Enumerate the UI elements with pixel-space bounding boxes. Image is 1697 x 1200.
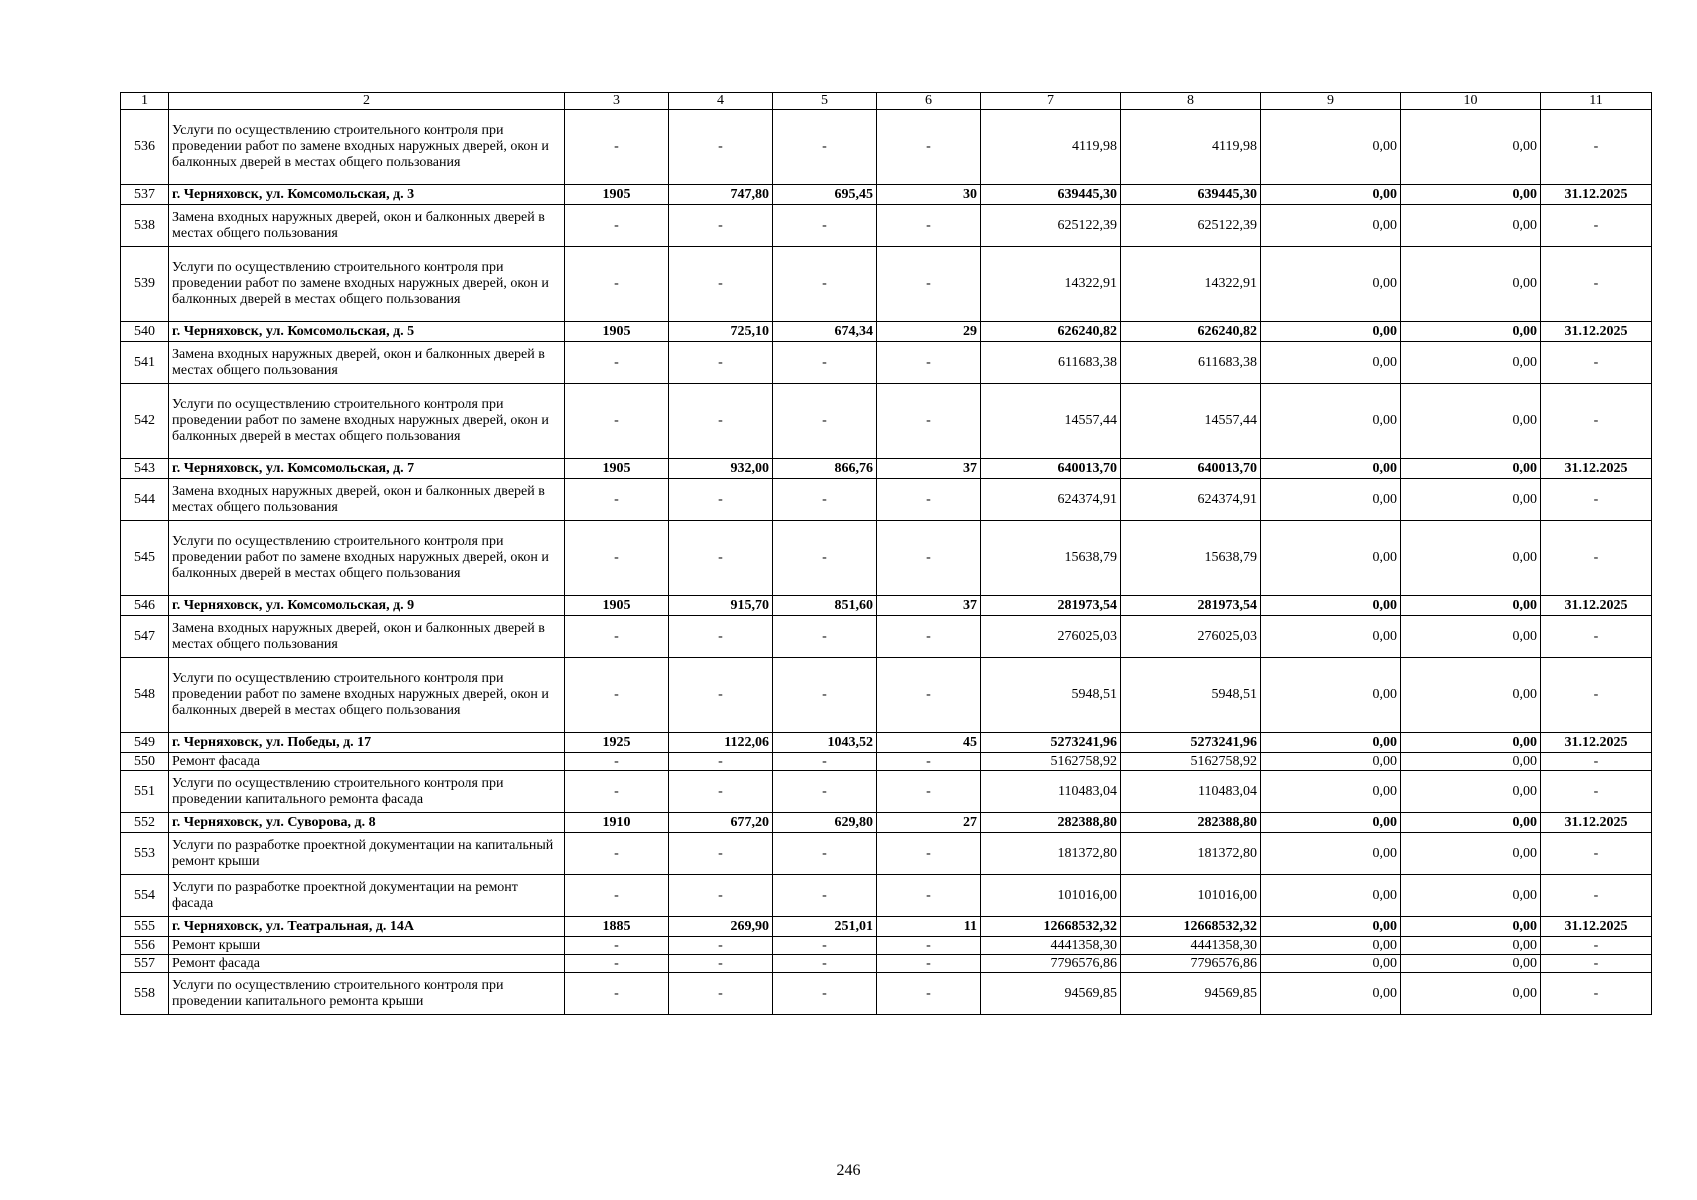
- description-cell: Услуги по осуществлению строительного контроля при проведении работ по замене входных наружных дверей, окон и балконных дверей в местах общего пользования: [169, 110, 565, 185]
- cost-other-cell: 0,00: [1401, 205, 1541, 247]
- completion-date-cell: 31.12.2025: [1541, 596, 1652, 616]
- description-cell: Замена входных наружных дверей, окон и балконных дверей в местах общего пользования: [169, 616, 565, 658]
- living-area-cell: 251,01: [773, 917, 877, 937]
- total-cost-cell: 101016,00: [981, 875, 1121, 917]
- total-cost-cell: 12668532,32: [981, 917, 1121, 937]
- description-cell: Замена входных наружных дверей, окон и балконных дверей в местах общего пользования: [169, 205, 565, 247]
- living-area-cell: -: [773, 521, 877, 596]
- description-cell: Услуги по осуществлению строительного контроля при проведении работ по замене входных наружных дверей, окон и балконных дверей в местах общего пользования: [169, 247, 565, 322]
- living-area-cell: -: [773, 384, 877, 459]
- cost-budget-cell: 0,00: [1261, 384, 1401, 459]
- living-area-cell: 851,60: [773, 596, 877, 616]
- total-cost-cell: 282388,80: [981, 813, 1121, 833]
- year-built-cell: -: [565, 616, 669, 658]
- page-number: 246: [836, 1162, 861, 1179]
- row-number-cell: 544: [121, 479, 169, 521]
- column-number-cell: 9: [1261, 93, 1401, 110]
- residents-cell: -: [877, 247, 981, 322]
- living-area-cell: -: [773, 771, 877, 813]
- residents-cell: 27: [877, 813, 981, 833]
- total-cost-cell: 15638,79: [981, 521, 1121, 596]
- row-number-cell: 538: [121, 205, 169, 247]
- living-area-cell: 695,45: [773, 185, 877, 205]
- cost-budget-cell: 0,00: [1261, 771, 1401, 813]
- year-built-cell: -: [565, 833, 669, 875]
- column-number-cell: 8: [1121, 93, 1261, 110]
- cost-other-cell: 0,00: [1401, 937, 1541, 955]
- residents-cell: -: [877, 875, 981, 917]
- cost-fund-cell: 4441358,30: [1121, 937, 1261, 955]
- living-area-cell: -: [773, 110, 877, 185]
- cost-other-cell: 0,00: [1401, 247, 1541, 322]
- completion-date-cell: -: [1541, 342, 1652, 384]
- cost-budget-cell: 0,00: [1261, 658, 1401, 733]
- total-area-cell: 1122,06: [669, 733, 773, 753]
- row-number-cell: 549: [121, 733, 169, 753]
- address-row: [121, 322, 1652, 342]
- cost-fund-cell: 5162758,92: [1121, 753, 1261, 771]
- year-built-cell: -: [565, 973, 669, 1015]
- completion-date-cell: -: [1541, 616, 1652, 658]
- cost-fund-cell: 7796576,86: [1121, 955, 1261, 973]
- row-number-cell: 536: [121, 110, 169, 185]
- total-area-cell: -: [669, 110, 773, 185]
- residents-cell: -: [877, 479, 981, 521]
- residents-cell: -: [877, 384, 981, 459]
- cost-fund-cell: 625122,39: [1121, 205, 1261, 247]
- living-area-cell: -: [773, 753, 877, 771]
- work-row: [121, 384, 1652, 459]
- completion-date-cell: -: [1541, 247, 1652, 322]
- cost-other-cell: 0,00: [1401, 479, 1541, 521]
- work-row: [121, 342, 1652, 384]
- completion-date-cell: 31.12.2025: [1541, 322, 1652, 342]
- living-area-cell: -: [773, 955, 877, 973]
- year-built-cell: 1905: [565, 322, 669, 342]
- completion-date-cell: -: [1541, 384, 1652, 459]
- residents-cell: -: [877, 205, 981, 247]
- year-built-cell: -: [565, 521, 669, 596]
- total-area-cell: -: [669, 973, 773, 1015]
- column-number-row: [121, 93, 1652, 110]
- cost-fund-cell: 94569,85: [1121, 973, 1261, 1015]
- living-area-cell: 674,34: [773, 322, 877, 342]
- cost-budget-cell: 0,00: [1261, 342, 1401, 384]
- cost-budget-cell: 0,00: [1261, 955, 1401, 973]
- year-built-cell: -: [565, 110, 669, 185]
- capital-repair-table: [120, 92, 1652, 1015]
- living-area-cell: -: [773, 973, 877, 1015]
- work-row: [121, 110, 1652, 185]
- residents-cell: -: [877, 973, 981, 1015]
- description-cell: Замена входных наружных дверей, окон и балконных дверей в местах общего пользования: [169, 342, 565, 384]
- cost-other-cell: 0,00: [1401, 771, 1541, 813]
- total-area-cell: -: [669, 479, 773, 521]
- cost-other-cell: 0,00: [1401, 616, 1541, 658]
- row-number-cell: 553: [121, 833, 169, 875]
- residents-cell: 37: [877, 459, 981, 479]
- description-cell: г. Черняховск, ул. Театральная, д. 14А: [169, 917, 565, 937]
- row-number-cell: 545: [121, 521, 169, 596]
- total-cost-cell: 5273241,96: [981, 733, 1121, 753]
- description-cell: Услуги по осуществлению строительного контроля при проведении работ по замене входных наружных дверей, окон и балконных дверей в местах общего пользования: [169, 658, 565, 733]
- residents-cell: -: [877, 658, 981, 733]
- cost-other-cell: 0,00: [1401, 658, 1541, 733]
- residents-cell: 45: [877, 733, 981, 753]
- description-cell: Ремонт фасада: [169, 955, 565, 973]
- year-built-cell: -: [565, 342, 669, 384]
- year-built-cell: -: [565, 753, 669, 771]
- year-built-cell: -: [565, 875, 669, 917]
- cost-budget-cell: 0,00: [1261, 937, 1401, 955]
- total-cost-cell: 110483,04: [981, 771, 1121, 813]
- cost-budget-cell: 0,00: [1261, 875, 1401, 917]
- total-cost-cell: 181372,80: [981, 833, 1121, 875]
- living-area-cell: -: [773, 875, 877, 917]
- description-cell: г. Черняховск, ул. Суворова, д. 8: [169, 813, 565, 833]
- year-built-cell: -: [565, 937, 669, 955]
- total-cost-cell: 624374,91: [981, 479, 1121, 521]
- row-number-cell: 554: [121, 875, 169, 917]
- row-number-cell: 557: [121, 955, 169, 973]
- cost-fund-cell: 639445,30: [1121, 185, 1261, 205]
- total-area-cell: -: [669, 384, 773, 459]
- cost-other-cell: 0,00: [1401, 342, 1541, 384]
- residents-cell: -: [877, 937, 981, 955]
- column-number-cell: 7: [981, 93, 1121, 110]
- living-area-cell: -: [773, 342, 877, 384]
- cost-other-cell: 0,00: [1401, 384, 1541, 459]
- year-built-cell: -: [565, 247, 669, 322]
- completion-date-cell: 31.12.2025: [1541, 813, 1652, 833]
- cost-other-cell: 0,00: [1401, 521, 1541, 596]
- description-cell: г. Черняховск, ул. Победы, д. 17: [169, 733, 565, 753]
- cost-budget-cell: 0,00: [1261, 917, 1401, 937]
- work-row: [121, 955, 1652, 973]
- completion-date-cell: -: [1541, 875, 1652, 917]
- row-number-cell: 555: [121, 917, 169, 937]
- total-cost-cell: 4119,98: [981, 110, 1121, 185]
- cost-budget-cell: 0,00: [1261, 813, 1401, 833]
- cost-budget-cell: 0,00: [1261, 459, 1401, 479]
- total-cost-cell: 5162758,92: [981, 753, 1121, 771]
- year-built-cell: -: [565, 658, 669, 733]
- cost-other-cell: 0,00: [1401, 955, 1541, 973]
- living-area-cell: -: [773, 937, 877, 955]
- description-cell: Ремонт фасада: [169, 753, 565, 771]
- column-number-cell: 10: [1401, 93, 1541, 110]
- description-cell: г. Черняховск, ул. Комсомольская, д. 5: [169, 322, 565, 342]
- completion-date-cell: -: [1541, 205, 1652, 247]
- total-cost-cell: 94569,85: [981, 973, 1121, 1015]
- total-area-cell: 725,10: [669, 322, 773, 342]
- year-built-cell: -: [565, 384, 669, 459]
- cost-fund-cell: 624374,91: [1121, 479, 1261, 521]
- total-area-cell: -: [669, 771, 773, 813]
- row-number-cell: 543: [121, 459, 169, 479]
- cost-fund-cell: 15638,79: [1121, 521, 1261, 596]
- completion-date-cell: -: [1541, 833, 1652, 875]
- cost-fund-cell: 5948,51: [1121, 658, 1261, 733]
- cost-fund-cell: 276025,03: [1121, 616, 1261, 658]
- cost-other-cell: 0,00: [1401, 596, 1541, 616]
- living-area-cell: -: [773, 616, 877, 658]
- cost-other-cell: 0,00: [1401, 875, 1541, 917]
- cost-other-cell: 0,00: [1401, 833, 1541, 875]
- cost-budget-cell: 0,00: [1261, 521, 1401, 596]
- address-row: [121, 733, 1652, 753]
- cost-other-cell: 0,00: [1401, 110, 1541, 185]
- cost-budget-cell: 0,00: [1261, 479, 1401, 521]
- living-area-cell: -: [773, 833, 877, 875]
- living-area-cell: -: [773, 658, 877, 733]
- address-row: [121, 813, 1652, 833]
- completion-date-cell: 31.12.2025: [1541, 917, 1652, 937]
- cost-budget-cell: 0,00: [1261, 833, 1401, 875]
- work-row: [121, 753, 1652, 771]
- total-cost-cell: 5948,51: [981, 658, 1121, 733]
- cost-other-cell: 0,00: [1401, 973, 1541, 1015]
- residents-cell: -: [877, 753, 981, 771]
- cost-fund-cell: 5273241,96: [1121, 733, 1261, 753]
- total-area-cell: 269,90: [669, 917, 773, 937]
- total-cost-cell: 14557,44: [981, 384, 1121, 459]
- description-cell: Услуги по разработке проектной документации на капитальный ремонт крыши: [169, 833, 565, 875]
- residents-cell: -: [877, 833, 981, 875]
- residents-cell: -: [877, 616, 981, 658]
- description-cell: Услуги по осуществлению строительного контроля при проведении капитального ремонта фасада: [169, 771, 565, 813]
- cost-fund-cell: 181372,80: [1121, 833, 1261, 875]
- total-area-cell: -: [669, 833, 773, 875]
- cost-other-cell: 0,00: [1401, 459, 1541, 479]
- address-row: [121, 185, 1652, 205]
- living-area-cell: -: [773, 205, 877, 247]
- residents-cell: -: [877, 955, 981, 973]
- work-row: [121, 833, 1652, 875]
- completion-date-cell: -: [1541, 955, 1652, 973]
- total-cost-cell: 276025,03: [981, 616, 1121, 658]
- total-area-cell: -: [669, 247, 773, 322]
- work-row: [121, 521, 1652, 596]
- cost-fund-cell: 12668532,32: [1121, 917, 1261, 937]
- description-cell: Услуги по осуществлению строительного контроля при проведении работ по замене входных наружных дверей, окон и балконных дверей в местах общего пользования: [169, 384, 565, 459]
- work-row: [121, 616, 1652, 658]
- row-number-cell: 540: [121, 322, 169, 342]
- living-area-cell: 629,80: [773, 813, 877, 833]
- work-row: [121, 937, 1652, 955]
- description-cell: Замена входных наружных дверей, окон и балконных дверей в местах общего пользования: [169, 479, 565, 521]
- cost-budget-cell: 0,00: [1261, 185, 1401, 205]
- total-cost-cell: 640013,70: [981, 459, 1121, 479]
- residents-cell: -: [877, 342, 981, 384]
- cost-other-cell: 0,00: [1401, 185, 1541, 205]
- work-row: [121, 973, 1652, 1015]
- cost-other-cell: 0,00: [1401, 322, 1541, 342]
- description-cell: г. Черняховск, ул. Комсомольская, д. 9: [169, 596, 565, 616]
- completion-date-cell: -: [1541, 110, 1652, 185]
- column-number-cell: 6: [877, 93, 981, 110]
- cost-budget-cell: 0,00: [1261, 322, 1401, 342]
- address-row: [121, 596, 1652, 616]
- work-row: [121, 875, 1652, 917]
- year-built-cell: 1910: [565, 813, 669, 833]
- total-area-cell: -: [669, 616, 773, 658]
- residents-cell: 29: [877, 322, 981, 342]
- description-cell: г. Черняховск, ул. Комсомольская, д. 3: [169, 185, 565, 205]
- total-area-cell: 747,80: [669, 185, 773, 205]
- completion-date-cell: -: [1541, 521, 1652, 596]
- total-cost-cell: 281973,54: [981, 596, 1121, 616]
- total-cost-cell: 639445,30: [981, 185, 1121, 205]
- living-area-cell: 866,76: [773, 459, 877, 479]
- total-area-cell: -: [669, 658, 773, 733]
- year-built-cell: 1905: [565, 596, 669, 616]
- cost-budget-cell: 0,00: [1261, 616, 1401, 658]
- description-cell: Услуги по осуществлению строительного контроля при проведении капитального ремонта крыши: [169, 973, 565, 1015]
- address-row: [121, 917, 1652, 937]
- cost-fund-cell: 282388,80: [1121, 813, 1261, 833]
- completion-date-cell: -: [1541, 658, 1652, 733]
- total-area-cell: -: [669, 937, 773, 955]
- cost-fund-cell: 611683,38: [1121, 342, 1261, 384]
- total-cost-cell: 7796576,86: [981, 955, 1121, 973]
- row-number-cell: 537: [121, 185, 169, 205]
- year-built-cell: 1905: [565, 459, 669, 479]
- total-area-cell: -: [669, 955, 773, 973]
- row-number-cell: 546: [121, 596, 169, 616]
- residents-cell: 11: [877, 917, 981, 937]
- year-built-cell: -: [565, 771, 669, 813]
- total-area-cell: -: [669, 342, 773, 384]
- completion-date-cell: 31.12.2025: [1541, 185, 1652, 205]
- residents-cell: -: [877, 771, 981, 813]
- residents-cell: -: [877, 521, 981, 596]
- completion-date-cell: -: [1541, 753, 1652, 771]
- work-row: [121, 771, 1652, 813]
- completion-date-cell: -: [1541, 973, 1652, 1015]
- cost-other-cell: 0,00: [1401, 733, 1541, 753]
- cost-fund-cell: 4119,98: [1121, 110, 1261, 185]
- total-area-cell: -: [669, 205, 773, 247]
- cost-other-cell: 0,00: [1401, 753, 1541, 771]
- work-row: [121, 479, 1652, 521]
- cost-budget-cell: 0,00: [1261, 753, 1401, 771]
- cost-fund-cell: 14557,44: [1121, 384, 1261, 459]
- total-area-cell: -: [669, 875, 773, 917]
- completion-date-cell: 31.12.2025: [1541, 733, 1652, 753]
- completion-date-cell: -: [1541, 937, 1652, 955]
- total-cost-cell: 626240,82: [981, 322, 1121, 342]
- cost-budget-cell: 0,00: [1261, 973, 1401, 1015]
- row-number-cell: 541: [121, 342, 169, 384]
- cost-budget-cell: 0,00: [1261, 205, 1401, 247]
- row-number-cell: 547: [121, 616, 169, 658]
- year-built-cell: 1925: [565, 733, 669, 753]
- year-built-cell: 1905: [565, 185, 669, 205]
- cost-budget-cell: 0,00: [1261, 110, 1401, 185]
- row-number-cell: 539: [121, 247, 169, 322]
- total-area-cell: 677,20: [669, 813, 773, 833]
- living-area-cell: -: [773, 479, 877, 521]
- row-number-cell: 550: [121, 753, 169, 771]
- year-built-cell: -: [565, 479, 669, 521]
- row-number-cell: 558: [121, 973, 169, 1015]
- residents-cell: 37: [877, 596, 981, 616]
- column-number-cell: 5: [773, 93, 877, 110]
- row-number-cell: 552: [121, 813, 169, 833]
- completion-date-cell: -: [1541, 479, 1652, 521]
- total-cost-cell: 14322,91: [981, 247, 1121, 322]
- column-number-cell: 11: [1541, 93, 1652, 110]
- year-built-cell: 1885: [565, 917, 669, 937]
- cost-other-cell: 0,00: [1401, 813, 1541, 833]
- row-number-cell: 551: [121, 771, 169, 813]
- cost-budget-cell: 0,00: [1261, 733, 1401, 753]
- address-row: [121, 459, 1652, 479]
- living-area-cell: 1043,52: [773, 733, 877, 753]
- column-number-cell: 1: [121, 93, 169, 110]
- work-row: [121, 205, 1652, 247]
- residents-cell: -: [877, 110, 981, 185]
- cost-fund-cell: 101016,00: [1121, 875, 1261, 917]
- cost-fund-cell: 110483,04: [1121, 771, 1261, 813]
- cost-budget-cell: 0,00: [1261, 247, 1401, 322]
- cost-fund-cell: 640013,70: [1121, 459, 1261, 479]
- column-number-cell: 4: [669, 93, 773, 110]
- cost-fund-cell: 281973,54: [1121, 596, 1261, 616]
- total-cost-cell: 611683,38: [981, 342, 1121, 384]
- row-number-cell: 542: [121, 384, 169, 459]
- total-area-cell: -: [669, 521, 773, 596]
- total-cost-cell: 625122,39: [981, 205, 1121, 247]
- work-row: [121, 658, 1652, 733]
- total-area-cell: 932,00: [669, 459, 773, 479]
- cost-other-cell: 0,00: [1401, 917, 1541, 937]
- cost-fund-cell: 626240,82: [1121, 322, 1261, 342]
- row-number-cell: 548: [121, 658, 169, 733]
- total-area-cell: -: [669, 753, 773, 771]
- year-built-cell: -: [565, 205, 669, 247]
- work-row: [121, 247, 1652, 322]
- residents-cell: 30: [877, 185, 981, 205]
- column-number-cell: 3: [565, 93, 669, 110]
- column-number-cell: 2: [169, 93, 565, 110]
- description-cell: Ремонт крыши: [169, 937, 565, 955]
- completion-date-cell: 31.12.2025: [1541, 459, 1652, 479]
- completion-date-cell: -: [1541, 771, 1652, 813]
- description-cell: г. Черняховск, ул. Комсомольская, д. 7: [169, 459, 565, 479]
- description-cell: Услуги по разработке проектной документации на ремонт фасада: [169, 875, 565, 917]
- total-area-cell: 915,70: [669, 596, 773, 616]
- living-area-cell: -: [773, 247, 877, 322]
- year-built-cell: -: [565, 955, 669, 973]
- description-cell: Услуги по осуществлению строительного контроля при проведении работ по замене входных наружных дверей, окон и балконных дверей в местах общего пользования: [169, 521, 565, 596]
- cost-budget-cell: 0,00: [1261, 596, 1401, 616]
- row-number-cell: 556: [121, 937, 169, 955]
- total-cost-cell: 4441358,30: [981, 937, 1121, 955]
- cost-fund-cell: 14322,91: [1121, 247, 1261, 322]
